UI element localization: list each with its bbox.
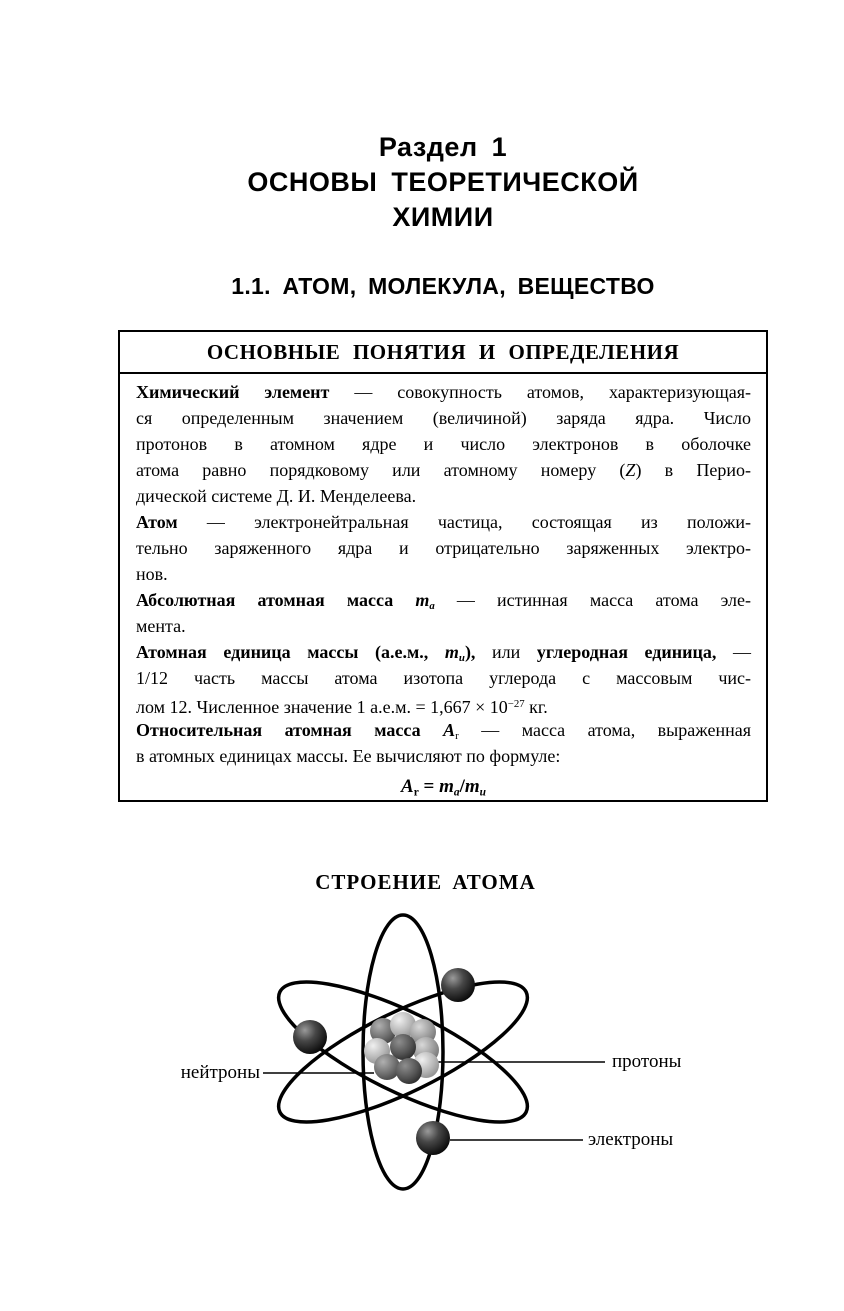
diagram-title: СТРОЕНИЕ АТОМА <box>315 870 536 894</box>
electron <box>293 1020 327 1054</box>
definitions-box-header: ОСНОВНЫЕ ПОНЯТИЯ И ОПРЕДЕЛЕНИЯ <box>120 332 766 374</box>
electron <box>441 968 475 1002</box>
definition-line: 1/12 часть массы атома изотопа углерода с массовым чис- <box>136 668 751 688</box>
definitions-body <box>120 374 766 805</box>
electrons-label: электроны <box>588 1129 674 1150</box>
definition-line: дической системе Д. И. Менделеева. <box>136 486 417 506</box>
section-heading <box>118 130 768 235</box>
definition-line: атома равно порядковому или атомному номеру (Z) в Перио- <box>136 460 751 480</box>
definition-line: протонов в атомном ядре и число электронов в оболочке <box>136 434 751 454</box>
definition-line: в атомных единицах массы. Ее вычисляют по формуле: <box>136 746 561 766</box>
definition-line: Химический элемент — совокупность атомов, характеризующая- <box>136 382 752 402</box>
definition-line: Абсолютная атомная масса mа — истинная масса атома эле- <box>136 590 751 613</box>
nucleon <box>396 1058 422 1084</box>
electron <box>416 1121 450 1155</box>
definition-line: мента. <box>136 616 186 636</box>
subsection-title: 1.1. АТОМ, МОЛЕКУЛА, ВЕЩЕСТВО <box>231 273 655 299</box>
definition-line: лом 12. Численное значение 1 а.е.м. = $1,667 \times 10^{-27}$ кг. <box>136 696 548 717</box>
definition-line: Атомная единица массы (а.е.м., mu), или углеродная единица, — <box>136 642 751 665</box>
definition-line: ся определенным значением (величиной) заряда ядра. Число <box>136 408 751 428</box>
definition-line: Относительная атомная масса Ar — масса атома, выраженная <box>136 720 751 743</box>
protons-label: протоны <box>612 1051 682 1072</box>
section-label: Раздел 1 <box>378 132 508 162</box>
nucleus <box>364 1012 439 1084</box>
section-title-line1: ОСНОВЫ ТЕОРЕТИЧЕСКОЙ <box>247 167 639 197</box>
neutrons-label: нейтроны <box>180 1062 260 1083</box>
definition-line: Атом — электронейтральная частица, состоящая из положи- <box>136 512 751 532</box>
atom-diagram <box>150 895 720 1195</box>
definition-line: тельно заряженного ядра и отрицательно заряженных электро- <box>136 538 751 558</box>
definition-line: нов. <box>136 564 168 584</box>
definitions-box <box>118 330 768 802</box>
formula-ar: Ar = ma/mu <box>401 776 486 799</box>
section-title-line2: ХИМИИ <box>392 202 494 232</box>
nucleon <box>374 1054 400 1080</box>
